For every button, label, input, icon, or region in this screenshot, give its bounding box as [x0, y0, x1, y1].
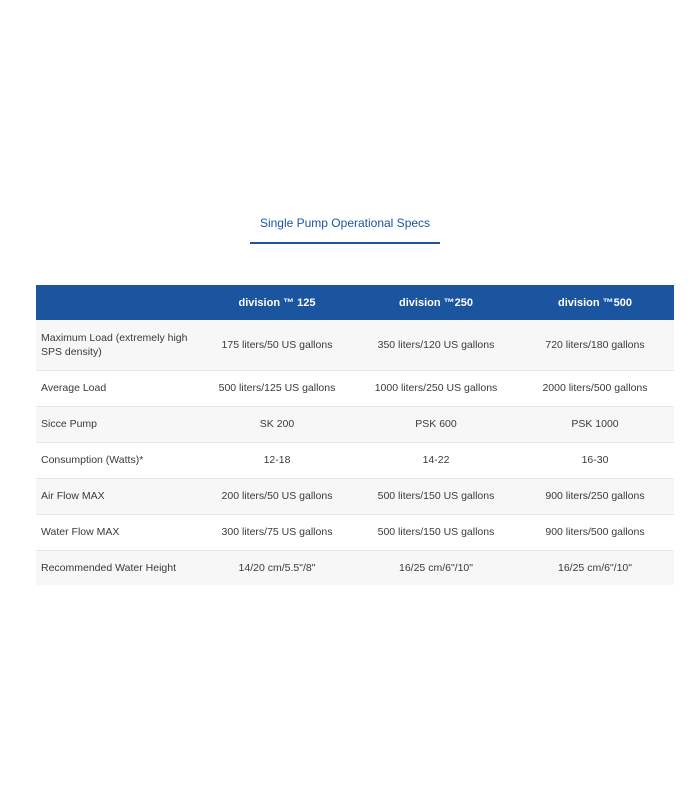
row-label: Average Load [36, 370, 198, 406]
table-row [36, 514, 674, 550]
tab-label[interactable]: Single Pump Operational Specs [259, 216, 431, 230]
specs-table [36, 285, 674, 585]
cell-value: SK 200 [198, 406, 356, 442]
cell-value: 500 liters/150 US gallons [356, 514, 516, 550]
table-header-row [36, 285, 674, 320]
cell-value: 175 liters/50 US gallons [198, 320, 356, 370]
cell-value: 16/25 cm/6"/10" [356, 550, 516, 585]
table-row [36, 478, 674, 514]
cell-value: 350 liters/120 US gallons [356, 320, 516, 370]
header-blank [36, 285, 198, 320]
cell-value: 720 liters/180 gallons [516, 320, 674, 370]
table-row [36, 442, 674, 478]
cell-value: 1000 liters/250 US gallons [356, 370, 516, 406]
table-row [36, 406, 674, 442]
row-label: Water Flow MAX [36, 514, 198, 550]
table-row [36, 550, 674, 585]
cell-value: 500 liters/125 US gallons [198, 370, 356, 406]
cell-value: 300 liters/75 US gallons [198, 514, 356, 550]
row-label: Consumption (Watts)* [36, 442, 198, 478]
cell-value: 2000 liters/500 gallons [516, 370, 674, 406]
cell-value: 12-18 [198, 442, 356, 478]
cell-value: 900 liters/500 gallons [516, 514, 674, 550]
cell-value: PSK 600 [356, 406, 516, 442]
row-label: Air Flow MAX [36, 478, 198, 514]
header-division-250: division ™250 [356, 285, 516, 320]
cell-value: 16-30 [516, 442, 674, 478]
active-tab-indicator [250, 242, 440, 244]
cell-value: 14/20 cm/5.5"/8" [198, 550, 356, 585]
table-row [36, 370, 674, 406]
tab-single-pump-specs[interactable] [250, 212, 440, 244]
row-label: Recommended Water Height [36, 550, 198, 585]
row-label: Sicce Pump [36, 406, 198, 442]
header-division-500: division ™500 [516, 285, 674, 320]
cell-value: 200 liters/50 US gallons [198, 478, 356, 514]
cell-value: 500 liters/150 US gallons [356, 478, 516, 514]
cell-value: PSK 1000 [516, 406, 674, 442]
table-row [36, 320, 674, 370]
header-division-125: division ™ 125 [198, 285, 356, 320]
cell-value: 14-22 [356, 442, 516, 478]
cell-value: 900 liters/250 gallons [516, 478, 674, 514]
row-label: Maximum Load (extremely high SPS density) [36, 320, 198, 370]
cell-value: 16/25 cm/6"/10" [516, 550, 674, 585]
